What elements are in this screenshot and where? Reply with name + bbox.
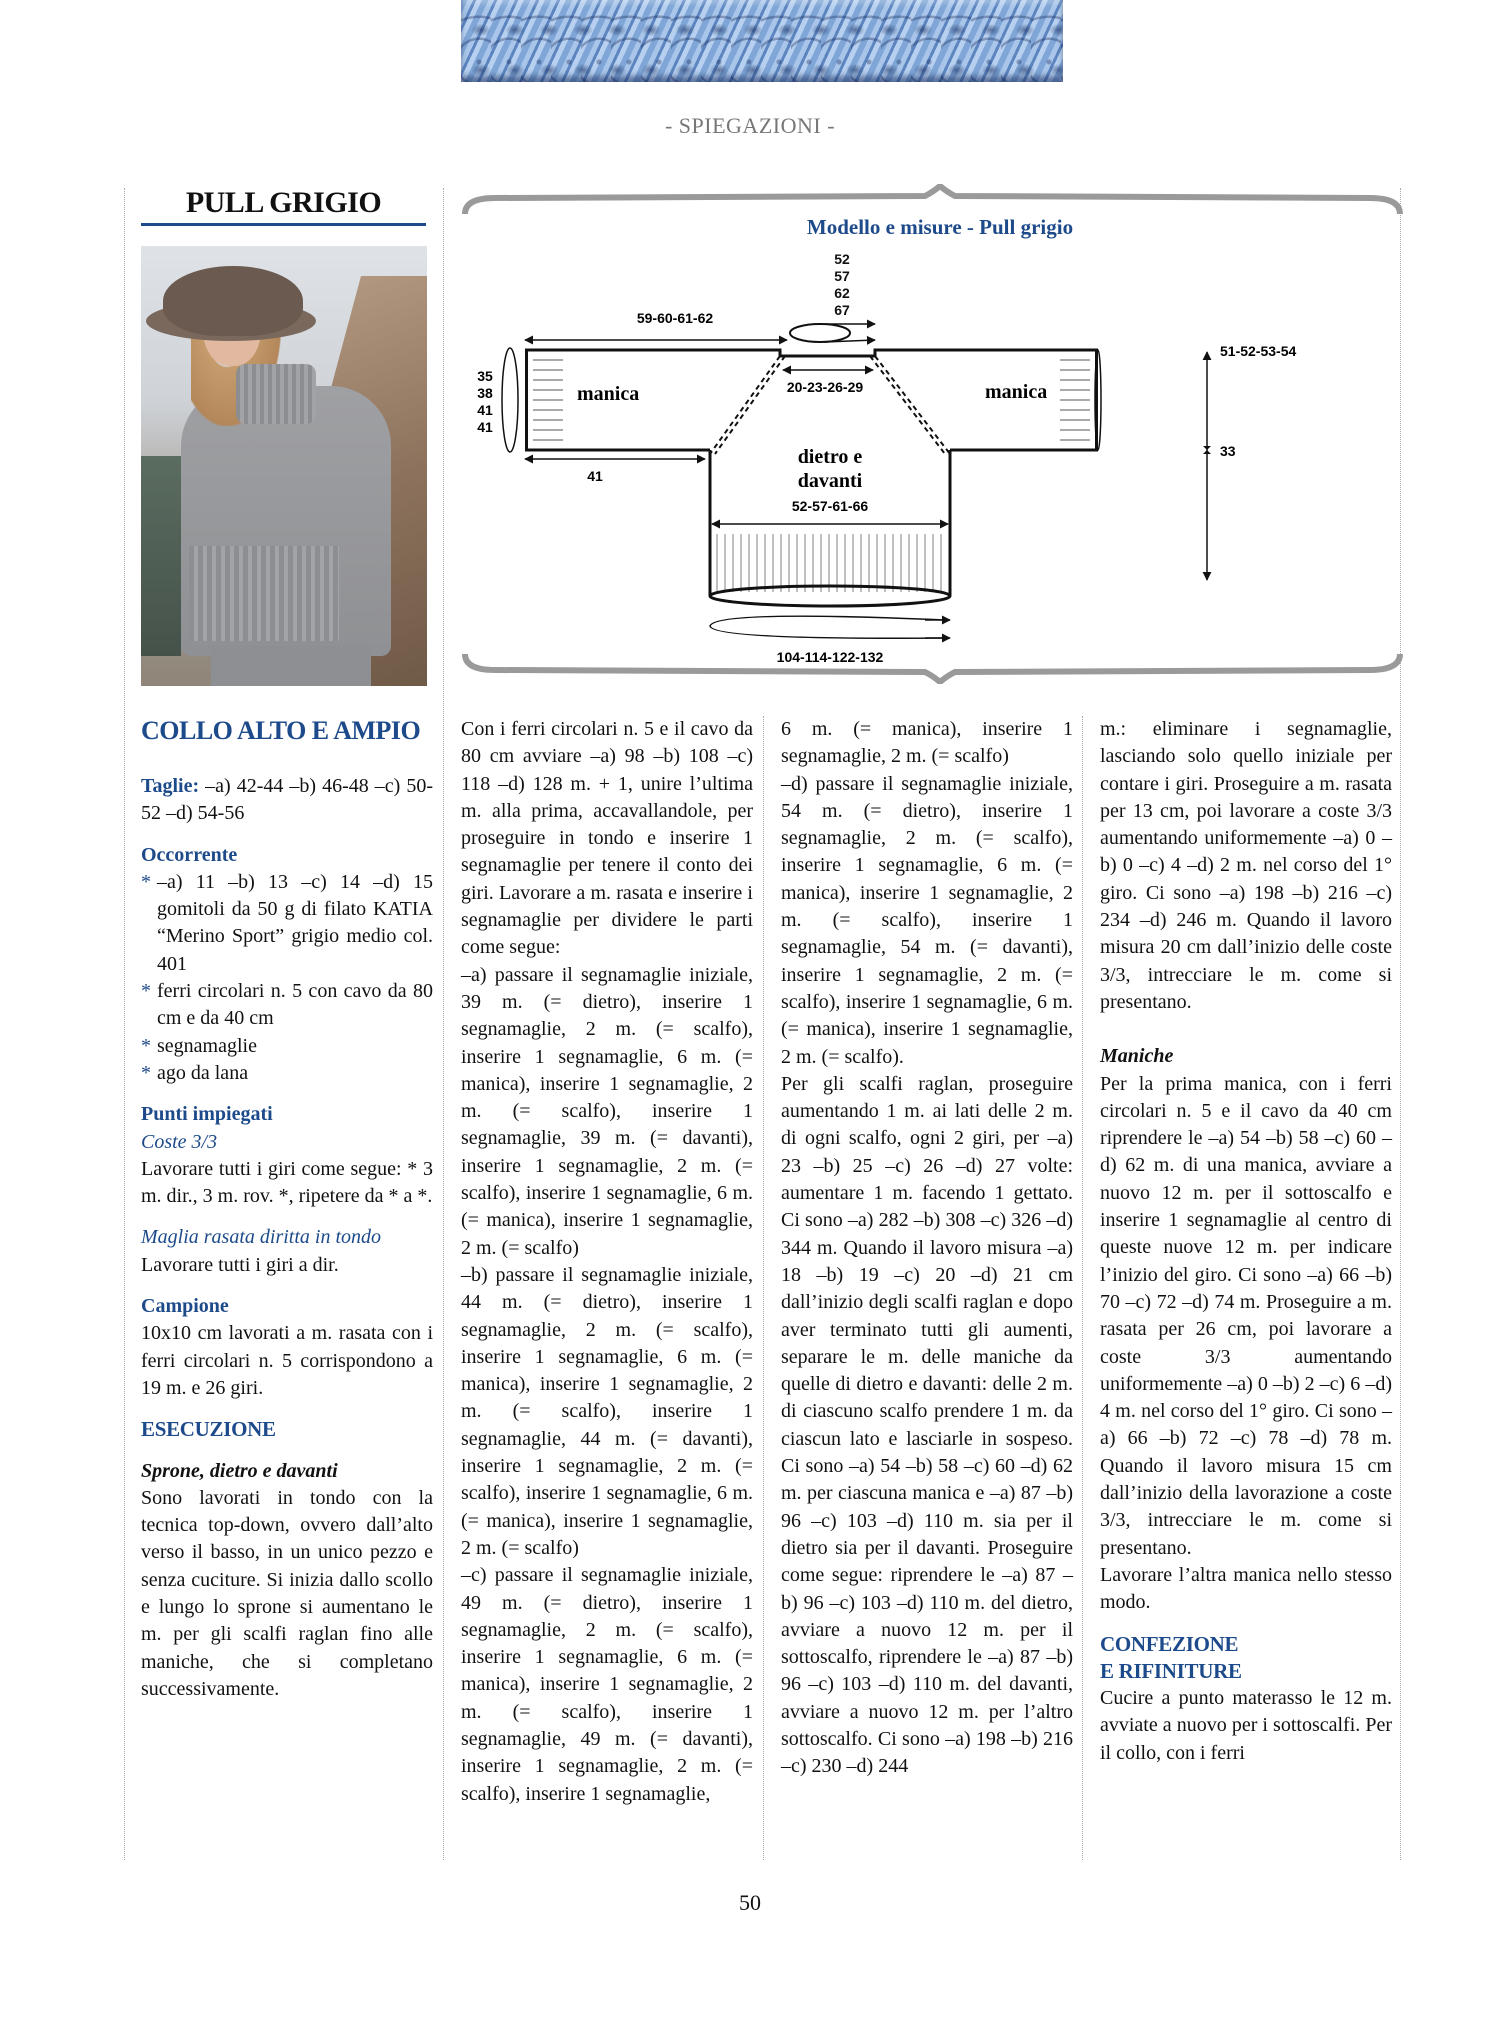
text-column-4	[1100, 716, 1392, 1767]
neck-width: 20-23-26-29	[786, 379, 864, 395]
materials-item: * ferri circolari n. 5 con cavo da 80 cm e da 40 cm	[141, 978, 433, 1033]
yoke-text: Sono lavorati in tondo con la tecnica top-down, ovvero dall’alto verso il basso, in un unico pezzo e senza cuciture. Si inizia dallo scollo e lungo lo sprone si aumentano le m. per gli scalfi raglan fino alle maniche, che si completano successivamente.	[141, 1486, 433, 1700]
column-divider	[1082, 716, 1083, 1860]
cuff-size-c: 41	[477, 402, 493, 418]
yoke-heading: Sprone, dietro e davanti	[141, 1459, 338, 1482]
column-divider	[763, 716, 764, 1860]
page-number: 50	[739, 1890, 761, 1915]
stitch1-name: Coste 3/3	[141, 1130, 218, 1153]
sleeves-text: Per la prima manica, con i ferri circolari n. 5 e il cavo da 40 cm riprendere le –a) 54 –b) 58 –c) 60 –d) 62 m. di una manica, avviare a nuovo 12 m. per il sottoscalfo e inserire 1 segnamaglie al centro di queste nuove 12 m. per indicare l’inizio del giro. Ci sono –a) 66 –b) 70 –c) 72 –d) 74 m. Proseguire a m. rasata per 26 cm, poi lavorare a coste 3/3 aumentando uniformemente –a) 0 –b) 2 –c) 6 –d) 4 m. nel corso del 1° giro. Ci sono –a) 66 –b) 72 –c) 78 –d) 78 m. Quando il lavoro misura 15 cm dall’inizio della lavorazione a coste 3/3, intrecciare le m. come si presentano.	[1100, 1072, 1392, 1559]
title-underline	[141, 223, 426, 226]
markers-size-a: –a) passare il segnamaglie iniziale, 39 m. (= dietro), inserire 1 segnamaglie, 2 m. (= scalfo), inserire 1 segnamaglie, 6 m. (= manica), inserire 1 segnamaglie, 2 m. (= scalfo), inserire 1 segnamaglie, 39 m. (= davanti), inserire 1 segnamaglie, 2 m. (= scalfo), inserire 1 segnamaglie, 6 m. (= manica), inserire 1 segnamaglie, 2 m. (= scalfo)	[461, 963, 753, 1259]
model-photo	[141, 246, 427, 686]
execution-heading: ESECUZIONE	[141, 1417, 276, 1442]
markers-size-c-continued: 6 m. (= manica), inserire 1 segnamaglie, 2 m. (= scalfo)	[781, 718, 1073, 768]
materials-heading: Occorrente	[141, 843, 238, 866]
materials-item: * segnamaglie	[141, 1033, 433, 1060]
total-length: 51-52-53-54	[1220, 343, 1297, 359]
section-label: - SPIEGAZIONI -	[664, 113, 836, 138]
raglan-text: Per gli scalfi raglan, proseguire aumentando 1 m. ai lati delle 2 m. di ogni scalfo, ogni 2 giri, per –a) 23 –b) 25 –c) 26 –d) 27 volte: aumentare 1 m. facendo 1 gettato. Ci sono –a) 282 –b) 308 –c) 326 –d) 344 m. Quando il lavoro misura –a) 18 –b) 19 –c) 20 –d) 21 cm dall’inizio degli scalfi raglan e dopo aver terminato tutti gli aumenti, separare le m. delle maniche da quelle di dietro e davanti: delle 2 m. di ciascuno scalfo prendere 1 m. da ciascun lato e lasciarle in sospeso. Ci sono –a) 54 –b) 58 –c) 60 –d) 62 m. per ciascuna manica e –a) 87 –b) 96 –c) 103 –d) 110 m. sia per il dietro sia per il davanti. Proseguire come segue: riprendere le –a) 87 –b) 96 –c) 103 –d) 110 m. del dietro, avviare a nuovo 12 m. per il sottoscalfo, riprendere le –a) 87 –b) 96 –c) 103 –d) 110 m. del davanti, avviare a nuovo 12 m. per l’altro sottoscalfo. Ci sono –a) 198 –b) 216 –c) 230 –d) 244	[781, 1072, 1073, 1778]
finishing-heading-2: E RIFINITURE	[1100, 1658, 1242, 1683]
neck-size-d: 67	[834, 302, 850, 318]
neck-size-a: 52	[834, 251, 850, 267]
body-label-2: davanti	[797, 470, 863, 492]
stitch2-name: Maglia rasata diritta in tondo	[141, 1226, 382, 1249]
cuff-size-b: 38	[477, 385, 493, 401]
schematic-diagram	[455, 184, 1410, 684]
photo-turtleneck	[236, 364, 316, 424]
photo-sweater-rib	[189, 546, 339, 641]
sleeves-text-2: Lavorare l’altra manica nello stesso modo.	[1100, 1563, 1392, 1614]
photo-trees	[141, 456, 181, 656]
text-column-1	[141, 716, 433, 1703]
body-label-1: dietro e	[797, 446, 863, 468]
sleeves-heading: Maniche	[1100, 1045, 1174, 1068]
text-column-2	[461, 716, 753, 1808]
markers-size-d: –d) passare il segnamaglie iniziale, 54 m. (= dietro), inserire 1 segnamaglie, 2 m. (= scalfo), inserire 1 segnamaglie, 6 m. (= manica), inserire 1 segnamaglie, 2 m. (= scalfo), inserire 1 segnamaglie, 54 m. (= davanti), inserire 1 segnamaglie, 2 m. (= scalfo), inserire 1 segnamaglie, 6 m. (= manica), inserire 1 segnamaglie, 2 m. (= scalfo).	[781, 772, 1073, 1068]
gauge-text: 10x10 cm lavorati a m. rasata con i ferri circolari n. 5 corrispondono a 19 m. e 26 giri.	[141, 1322, 433, 1399]
asterisk-bullet-icon: *	[141, 1061, 151, 1084]
frame-top-bracket	[465, 186, 1400, 214]
markers-size-c: –c) passare il segnamaglie iniziale, 49 m. (= dietro), inserire 1 segnamaglie, 2 m. (= scalfo), inserire 1 segnamaglie, 6 m. (= manica), inserire 1 segnamaglie, 2 m. (= scalfo), inserire 1 segnamaglie, 49 m. (= davanti), inserire 1 segnamaglie, 2 m. (= scalfo), inserire 1 segnamaglie,	[461, 1564, 753, 1805]
left-sleeve-label: manica	[577, 383, 640, 405]
sleeve-total-length: 59-60-61-62	[636, 310, 714, 326]
stitch2-text: Lavorare tutti i giri a dir.	[141, 1253, 339, 1276]
asterisk-bullet-icon: *	[141, 980, 151, 1003]
gauge-heading: Campione	[141, 1295, 229, 1318]
frame-bottom-bracket	[465, 654, 1400, 682]
collar-heading: COLLO ALTO E AMPIO	[141, 716, 421, 745]
neck-size-c: 62	[834, 285, 850, 301]
sizes-line	[141, 773, 433, 828]
materials-item: * ago da lana	[141, 1060, 433, 1087]
asterisk-bullet-icon: *	[141, 1034, 151, 1057]
cast-on-text: Con i ferri circolari n. 5 e il cavo da 80 cm avviare –a) 98 –b) 108 –c) 118 –d) 128 m. + 1, unire l’ultima m. alla prima, accavallandole, per proseguire in tondo e inserire 1 segnamaglie per tenere il conto dei giri. Lavorare a m. rasata e inserire i segnamaglie per dividere le parti come segue:	[461, 718, 753, 959]
cuff-size-a: 35	[477, 368, 493, 384]
column-divider	[124, 188, 125, 1860]
neck-size-b: 57	[834, 268, 850, 284]
underarm-length: 41	[587, 468, 603, 484]
stitches-heading: Punti impiegati	[141, 1103, 273, 1126]
diagram-title: Modello e misure - Pull grigio	[806, 215, 1074, 239]
crochet-texture-banner	[461, 0, 1063, 82]
stitch1-text: Lavorare tutti i giri come segue: * 3 m. dir., 3 m. rov. *, ripetere da * a *.	[141, 1157, 433, 1208]
sizes-label: Taglie:	[141, 775, 200, 797]
photo-hat	[163, 266, 303, 336]
article-title: PULL GRIGIO	[185, 186, 382, 219]
column-divider	[443, 188, 444, 1860]
finishing-text: Cucire a punto materasso le 12 m. avviate a nuovo per i sottoscalfi. Per il collo, con i ferri	[1100, 1687, 1392, 1764]
body-continued-text: m.: eliminare i segnamaglie, lasciando solo quello iniziale per contare i giri. Proseguire a m. rasata per 13 cm, poi lavorare a coste 3/3 aumentando uniformemente –a) 0 –b) 0 –c) 4 –d) 2 m. nel corso del 1° giro. Ci sono –a) 198 –b) 216 –c) 234 –d) 246 m. Quando il lavoro misura 20 cm dall’inizio delle coste 3/3, intrecciare le m. come si presentano.	[1100, 718, 1392, 1013]
text-column-3	[781, 716, 1073, 1781]
sizes-value: –a) 42-44 –b) 46-48 –c) 50-52 –d) 54-56	[141, 775, 433, 825]
finishing-heading-1: CONFEZIONE	[1100, 1631, 1239, 1656]
materials-item: * –a) 11 –b) 13 –c) 14 –d) 15 gomitoli da 50 g di filato KATIA “Merino Sport” grigio medio col. 401	[141, 869, 433, 978]
length-below-armhole: 33	[1220, 443, 1236, 459]
photo-pants	[211, 646, 371, 686]
cuff-size-d: 41	[477, 419, 493, 435]
body-width: 52-57-61-66	[791, 498, 869, 514]
markers-size-b: –b) passare il segnamaglie iniziale, 44 m. (= dietro), inserire 1 segnamaglie, 2 m. (= scalfo), inserire 1 segnamaglie, 6 m. (= manica), inserire 1 segnamaglie, 2 m. (= scalfo), inserire 1 segnamaglie, 44 m. (= davanti), inserire 1 segnamaglie, 2 m. (= scalfo), inserire 1 segnamaglie, 6 m. (= manica), inserire 1 segnamaglie, 2 m. (= scalfo)	[461, 1263, 753, 1559]
hem-circumference: 104-114-122-132	[776, 649, 884, 665]
right-sleeve-label: manica	[985, 381, 1048, 403]
asterisk-bullet-icon: *	[141, 870, 151, 893]
